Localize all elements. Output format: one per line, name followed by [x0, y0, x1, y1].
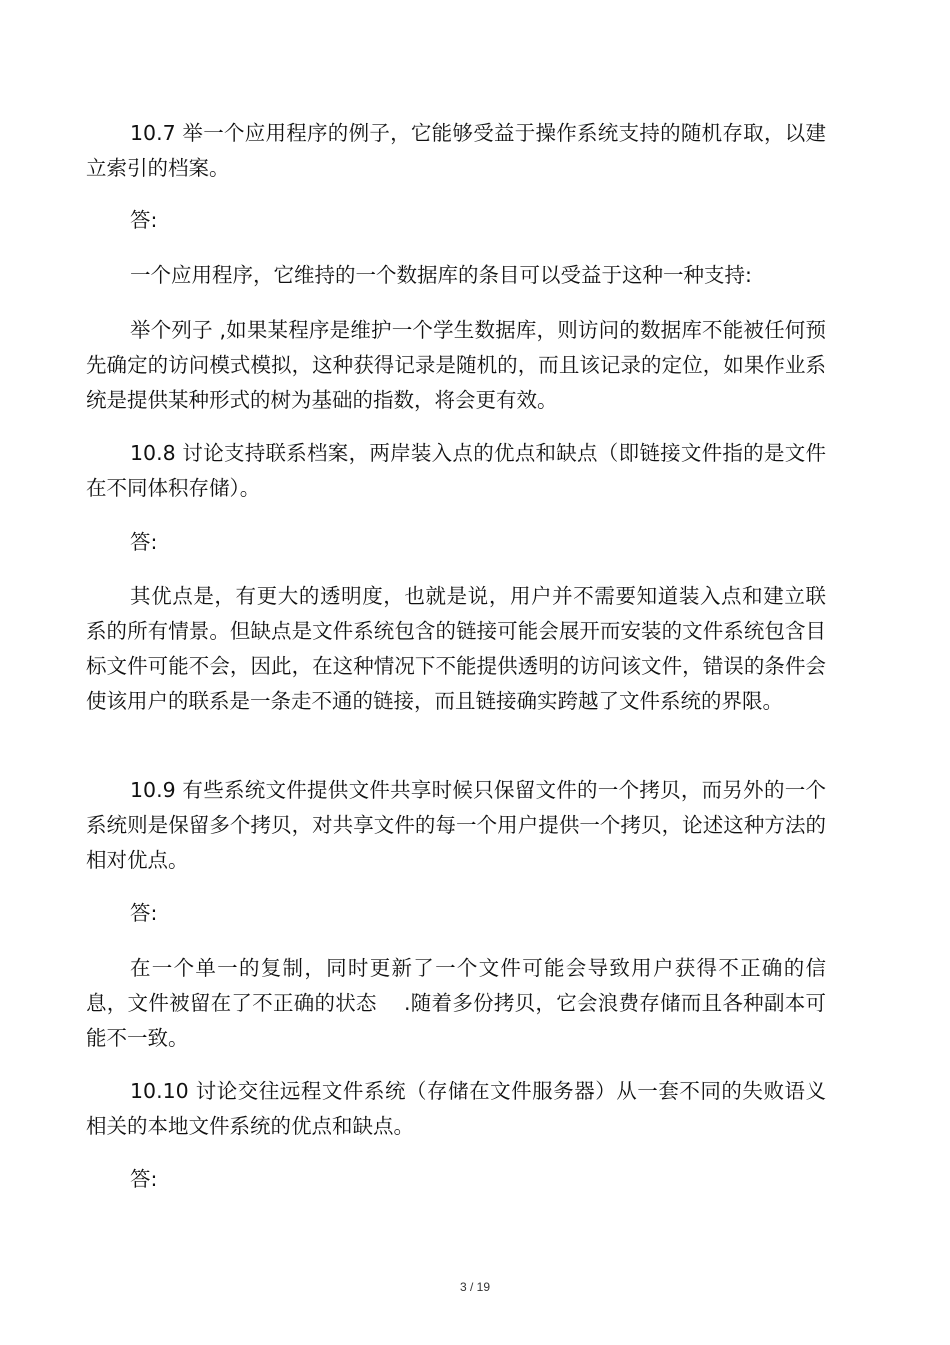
question-10-10: 10.10 讨论交往远程文件系统（存储在文件服务器）从一套不同的失败语义相关的本地文件系统的优点和缺点。 — [86, 1079, 826, 1138]
question-10-8: 10.8 讨论支持联系档案，两岸装入点的优点和缺点（即链接文件指的是文件在不同体积存储）。 — [86, 441, 826, 500]
answer-label: 答: — [130, 1167, 158, 1191]
question-10-9: 10.9 有些系统文件提供文件共享时候只保留文件的一个拷贝，而另外的一个系统则是保留多个拷贝，对共享文件的每一个用户提供一个拷贝，论述这种方法的相对优点。 — [86, 778, 826, 872]
answer-label: 答: — [130, 901, 158, 925]
answer-label: 答: — [130, 530, 158, 554]
page-number: 3 / 19 — [459, 1280, 491, 1294]
answer-paragraph: 在一个单一的复制，同时更新了一个文件可能会导致用户获得不正确的信息，文件被留在了不正确的状态 .随着多份拷贝，它会浪费存储而且各种副本可能不一致。 — [86, 956, 826, 1050]
answer-paragraph: 一个应用程序，它维持的一个数据库的条目可以受益于这种一种支持: — [130, 263, 752, 287]
answer-paragraph: 其优点是，有更大的透明度，也就是说，用户并不需要知道装入点和建立联系的所有情景。但缺点是文件系统包含的链接可能会展开而安装的文件系统包含目标文件可能不会，因此，在这种情况下不能提供透明的访问该文件，错误的条件会使该用户的联系是一条走不通的链接，而且链接确实跨越了文件系统的界限。 — [86, 584, 826, 713]
answer-label: 答: — [130, 208, 158, 232]
question-10-7: 10.7 举一个应用程序的例子，它能够受益于操作系统支持的随机存取，以建立索引的档案。 — [86, 121, 826, 180]
answer-paragraph: 举个列子 ,如果某程序是维护一个学生数据库，则访问的数据库不能被任何预先确定的访问模式模拟，这种获得记录是随机的，而且该记录的定位，如果作业系统是提供某种形式的树为基础的指数，将会更有效。 — [86, 318, 826, 412]
